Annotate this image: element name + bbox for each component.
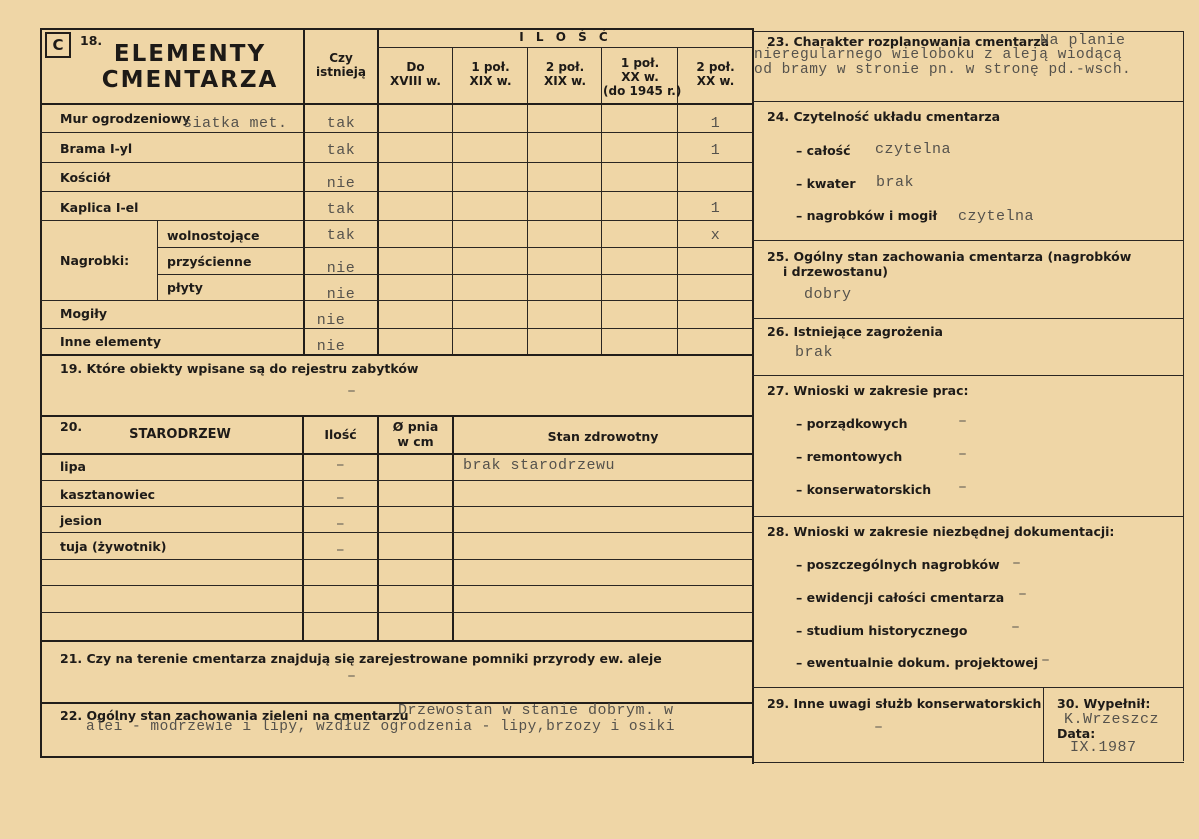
- frame-bottom-right: [752, 762, 1184, 763]
- s20-row-3-qty: –: [335, 542, 346, 559]
- s18-group-label: Nagrobki:: [60, 253, 130, 268]
- s27-item-1-label: – remontowych: [796, 449, 903, 464]
- s25-label-2: i drzewostanu): [783, 264, 888, 279]
- period-head-4b: XX w.: [696, 74, 735, 88]
- frame-middle: [752, 28, 754, 764]
- s18-row-8-label: Inne elementy: [60, 334, 162, 349]
- s20-row-line-2: [40, 506, 752, 507]
- s28-item-1-value: –: [1018, 586, 1028, 603]
- s18-col-line-5: [601, 48, 602, 354]
- s27-label: 27. Wnioski w zakresie prac:: [767, 383, 969, 398]
- s18-row-1-qty: 1: [710, 142, 721, 159]
- s20-row-line-1: [40, 480, 752, 481]
- s18-row-2-label: Kościół: [60, 170, 111, 185]
- s24-item-1-value: brak: [876, 174, 915, 191]
- s18-group-divider: [157, 220, 158, 300]
- s27-item-0-value: –: [958, 413, 968, 430]
- period-head-1a: 1 poł.: [471, 60, 510, 74]
- s30-date-label: Data:: [1057, 726, 1096, 741]
- s18-row-6-label: płyty: [167, 280, 203, 295]
- s28-item-0-value: –: [1012, 555, 1022, 572]
- s18-row-3-qty: 1: [710, 200, 721, 217]
- period-head-0a: Do: [406, 60, 425, 74]
- frame-left: [40, 28, 42, 756]
- s27-item-2-value: –: [958, 479, 968, 496]
- s27-item-2-label: – konserwatorskich: [796, 482, 932, 497]
- s24-label: 24. Czytelność układu cmentarza: [767, 109, 1001, 124]
- s24-item-1-label: – kwater: [796, 176, 856, 191]
- s18-row-6-exists: nie: [326, 286, 356, 303]
- s26-value: brak: [795, 344, 834, 361]
- s21-top-line: [40, 640, 752, 642]
- s18-row-4-qty: x: [710, 227, 721, 244]
- s20-col-diam-1: Ø pnia: [392, 419, 439, 434]
- s18-row-0-label: Mur ogrodzeniowy: [60, 111, 191, 126]
- s18-row-line-2: [40, 162, 752, 163]
- s20-col-diam-2: w cm: [397, 434, 434, 449]
- s18-row-7-label: Mogiły: [60, 306, 108, 321]
- s18-col-line-3: [452, 48, 453, 354]
- s19-value: –: [347, 383, 357, 400]
- s19-label: 19. Które obiekty wpisane są do rejestru zabytków: [60, 361, 419, 376]
- s20-row-1-name: kasztanowiec: [60, 487, 156, 502]
- s18-col-line-4: [527, 48, 528, 354]
- s18-row-line-4: [40, 220, 752, 221]
- period-head-0b: XVIII w.: [390, 74, 441, 88]
- period-head-3c: (do 1945 r.): [603, 84, 682, 98]
- s18-row-7-exists: nie: [316, 312, 346, 329]
- s20-row-0-name: lipa: [60, 459, 86, 474]
- s24-top-line: [752, 101, 1184, 102]
- s18-row-0-qty: 1: [710, 115, 721, 132]
- s18-row-2-exists: nie: [326, 175, 356, 192]
- s25-value: dobry: [804, 286, 852, 303]
- period-head-1b: XIX w.: [469, 74, 512, 88]
- period-head-3b: XX w.: [621, 70, 659, 84]
- s18-row-line-8: [40, 328, 752, 329]
- s27-top-line: [752, 375, 1184, 376]
- s29-30-divider: [1043, 687, 1044, 762]
- s22-value-2: alei - modrzewie i lipy, wzdłuż ogrodzenia - lipy,brzozy i osiki: [86, 719, 675, 735]
- s18-row-line-5: [157, 247, 752, 248]
- s18-exists-head-1: Czy: [329, 51, 353, 65]
- s24-item-2-label: – nagrobków i mogił: [796, 208, 938, 223]
- s18-header-bottom: [40, 103, 752, 105]
- s20-row-0-qty: –: [335, 457, 346, 474]
- s22-value-1: Drzewostan w stanie dobrym. w: [398, 702, 674, 719]
- s29-label: 29. Inne uwagi służb konserwatorskich: [767, 696, 1042, 711]
- s23-label: 23. Charakter rozplanowania cmentarza: [767, 34, 1050, 49]
- s20-top-line: [40, 415, 752, 417]
- s20-row-line-6: [40, 612, 752, 613]
- s18-row-4-exists: tak: [326, 227, 356, 244]
- s20-title: STARODRZEW: [129, 427, 231, 442]
- s30-date: IX.1987: [1070, 739, 1137, 756]
- s18-row-1-exists: tak: [326, 142, 356, 159]
- period-head-2a: 2 poł.: [545, 60, 585, 74]
- s22-label: 22. Ogólny stan zachowania zieleni na cmentarzu: [60, 708, 409, 723]
- s18-row-8-exists: nie: [316, 338, 346, 355]
- s20-row-line-3: [40, 532, 752, 533]
- s28-item-2-label: – studium historycznego: [796, 623, 968, 638]
- s20-row-1-qty: –: [335, 490, 346, 507]
- s30-name: K.Wrzeszcz: [1064, 711, 1160, 728]
- s29-value: –: [874, 719, 884, 736]
- period-head-2b: XIX w.: [543, 74, 587, 88]
- s20-row-3-name: tuja (żywotnik): [60, 539, 167, 554]
- s21-label: 21. Czy na terenie cmentarza znajdują się zarejestrowane pomniki przyrody ew. aleje: [60, 651, 662, 666]
- s18-number: 18.: [80, 33, 103, 48]
- s18-ilosc-head: I L O Ś Ć: [519, 30, 612, 44]
- s24-item-0-label: – całość: [796, 143, 851, 158]
- s18-ilosc-divider: [377, 47, 752, 48]
- s18-row-line-1: [40, 132, 752, 133]
- s28-item-3-label: – ewentualnie dokum. projektowej: [796, 655, 1039, 670]
- s20-row-0-health: brak starodrzewu: [463, 457, 616, 474]
- s28-item-2-value: –: [1011, 619, 1021, 636]
- s23-value-1: Na planie: [1040, 32, 1126, 49]
- s24-item-0-value: czytelna: [875, 141, 952, 158]
- s20-col-health: Stan zdrowotny: [547, 429, 659, 444]
- s29-top-line: [752, 687, 1184, 688]
- s18-title-1: ELEMENTY: [113, 41, 267, 67]
- s28-item-1-label: – ewidencji całości cmentarza: [796, 590, 1005, 605]
- s20-row-line-4: [40, 559, 752, 560]
- s28-item-0-label: – poszczególnych nagrobków: [796, 557, 1000, 572]
- s20-header-bottom: [40, 453, 752, 455]
- s18-row-5-label: przyścienne: [167, 254, 252, 269]
- frame-bottom-left: [40, 756, 752, 758]
- s18-row-line-6: [157, 274, 752, 275]
- section-letter-box: C: [45, 32, 71, 58]
- s30-label: 30. Wypełnił:: [1057, 696, 1151, 711]
- s18-row-line-7: [40, 300, 752, 301]
- frame-right: [1183, 31, 1184, 761]
- s18-row-0-extra: siatka met.: [183, 115, 288, 132]
- s18-exists-head-2: istnieją: [316, 65, 366, 79]
- s20-row-2-qty: –: [335, 516, 346, 533]
- s20-col-line-3: [452, 415, 454, 640]
- s18-row-5-exists: nie: [326, 260, 356, 277]
- s21-value: –: [347, 668, 357, 685]
- period-head-3a: 1 poł.: [620, 56, 660, 70]
- s26-label: 26. Istniejące zagrożenia: [767, 324, 943, 339]
- s18-row-line-3: [40, 191, 752, 192]
- s18-row-3-label: Kaplica I-el: [60, 200, 139, 215]
- period-head-4a: 2 poł.: [696, 60, 735, 74]
- s23-value-3: od bramy w stronie pn. w stronę pd.-wsch.: [754, 62, 1132, 78]
- s25-label-1: 25. Ogólny stan zachowania cmentarza (nagrobków: [767, 249, 1132, 264]
- s24-item-2-value: czytelna: [958, 208, 1035, 225]
- s20-number: 20.: [60, 419, 83, 434]
- s18-row-1-label: Brama I-yl: [60, 141, 133, 156]
- frame-top-left: [40, 28, 752, 30]
- s27-item-0-label: – porządkowych: [796, 416, 908, 431]
- s18-row-3-exists: tak: [326, 201, 356, 218]
- s28-item-3-value: –: [1041, 652, 1051, 669]
- s19-top-line: [40, 354, 752, 356]
- s18-title-2: CMENTARZA: [101, 67, 279, 93]
- s23-value-2: nieregularnego wieloboku z aleją wiodącą: [754, 47, 1123, 63]
- s18-row-4-label: wolnostojące: [167, 228, 260, 243]
- s18-row-0-exists: tak: [326, 115, 356, 132]
- s25-top-line: [752, 240, 1184, 241]
- s27-item-1-value: –: [958, 446, 968, 463]
- s20-col-qty: Ilość: [324, 427, 357, 442]
- s20-row-2-name: jesion: [60, 513, 102, 528]
- s26-top-line: [752, 318, 1184, 319]
- s28-label: 28. Wnioski w zakresie niezbędnej dokumentacji:: [767, 524, 1115, 539]
- s28-top-line: [752, 516, 1184, 517]
- s20-row-line-5: [40, 585, 752, 586]
